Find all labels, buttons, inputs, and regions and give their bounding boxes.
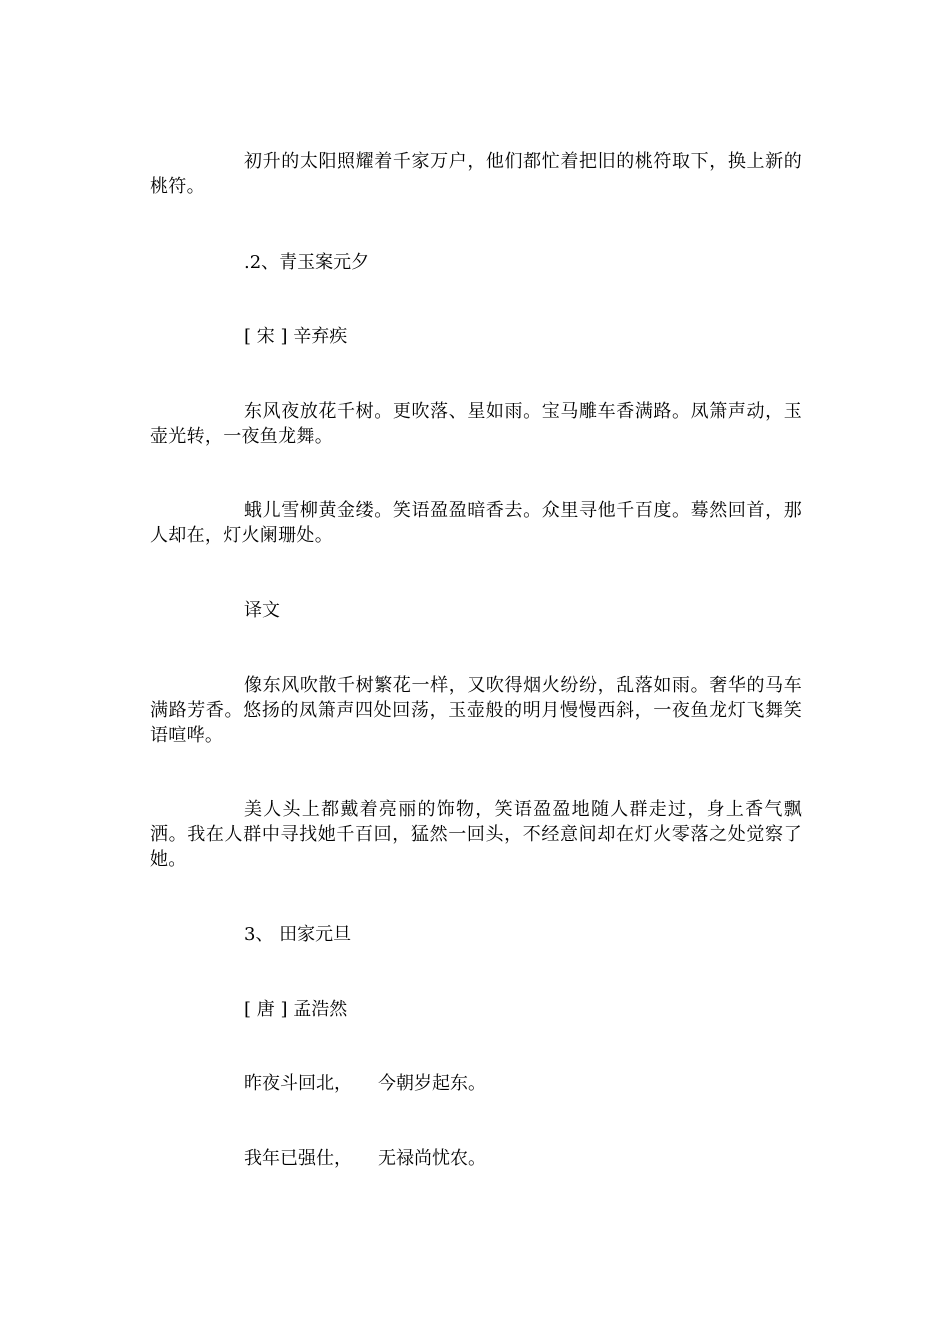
poem-stanza-1: 东风夜放花千树。更吹落、星如雨。宝马雕车香满路。凤箫声动，玉壶光转，一夜鱼龙舞。 (150, 401, 802, 447)
paragraph-peach-charm: 初升的太阳照耀着千家万户，他们都忙着把旧的桃符取下，换上新的桃符。 (150, 151, 802, 197)
poem-stanza-2: 蛾儿雪柳黄金缕。笑语盈盈暗香去。众里寻他千百度。蓦然回首，那人却在，灯火阑珊处。 (150, 500, 802, 546)
poem-title-tianjia: 3、 田家元旦 (244, 924, 352, 945)
poem-line-1-first-half: 昨夜斗回北， (244, 1073, 352, 1094)
poem-line-2-first-half: 我年已强仕， (244, 1148, 352, 1169)
poem-line-1-second-half: 今朝岁起东。 (378, 1073, 486, 1094)
poem-line-2-second-half: 无禄尚忧农。 (378, 1148, 486, 1169)
translation-paragraph-2: 美人头上都戴着亮丽的饰物，笑语盈盈地随人群走过，身上香气飘洒。我在人群中寻找她千百回，猛然一回头，不经意间却在灯火零落之处觉察了她。 (150, 799, 802, 870)
poem-line-1 (244, 1071, 486, 1096)
poem-line-2 (244, 1146, 486, 1171)
poem-title-qingyuan: .2、青玉案元夕 (244, 252, 370, 273)
poem-author-meng-haoran: [ 唐 ] 孟浩然 (244, 999, 348, 1020)
translation-paragraph-1: 像东风吹散千树繁花一样，又吹得烟火纷纷，乱落如雨。奢华的马车满路芳香。悠扬的凤箫声四处回荡，玉壶般的明月慢慢西斜，一夜鱼龙灯飞舞笑语喧哗。 (150, 675, 802, 746)
poem-author-xin-qiji: [ 宋 ] 辛弃疾 (244, 326, 348, 347)
translation-heading: 译文 (244, 600, 280, 621)
